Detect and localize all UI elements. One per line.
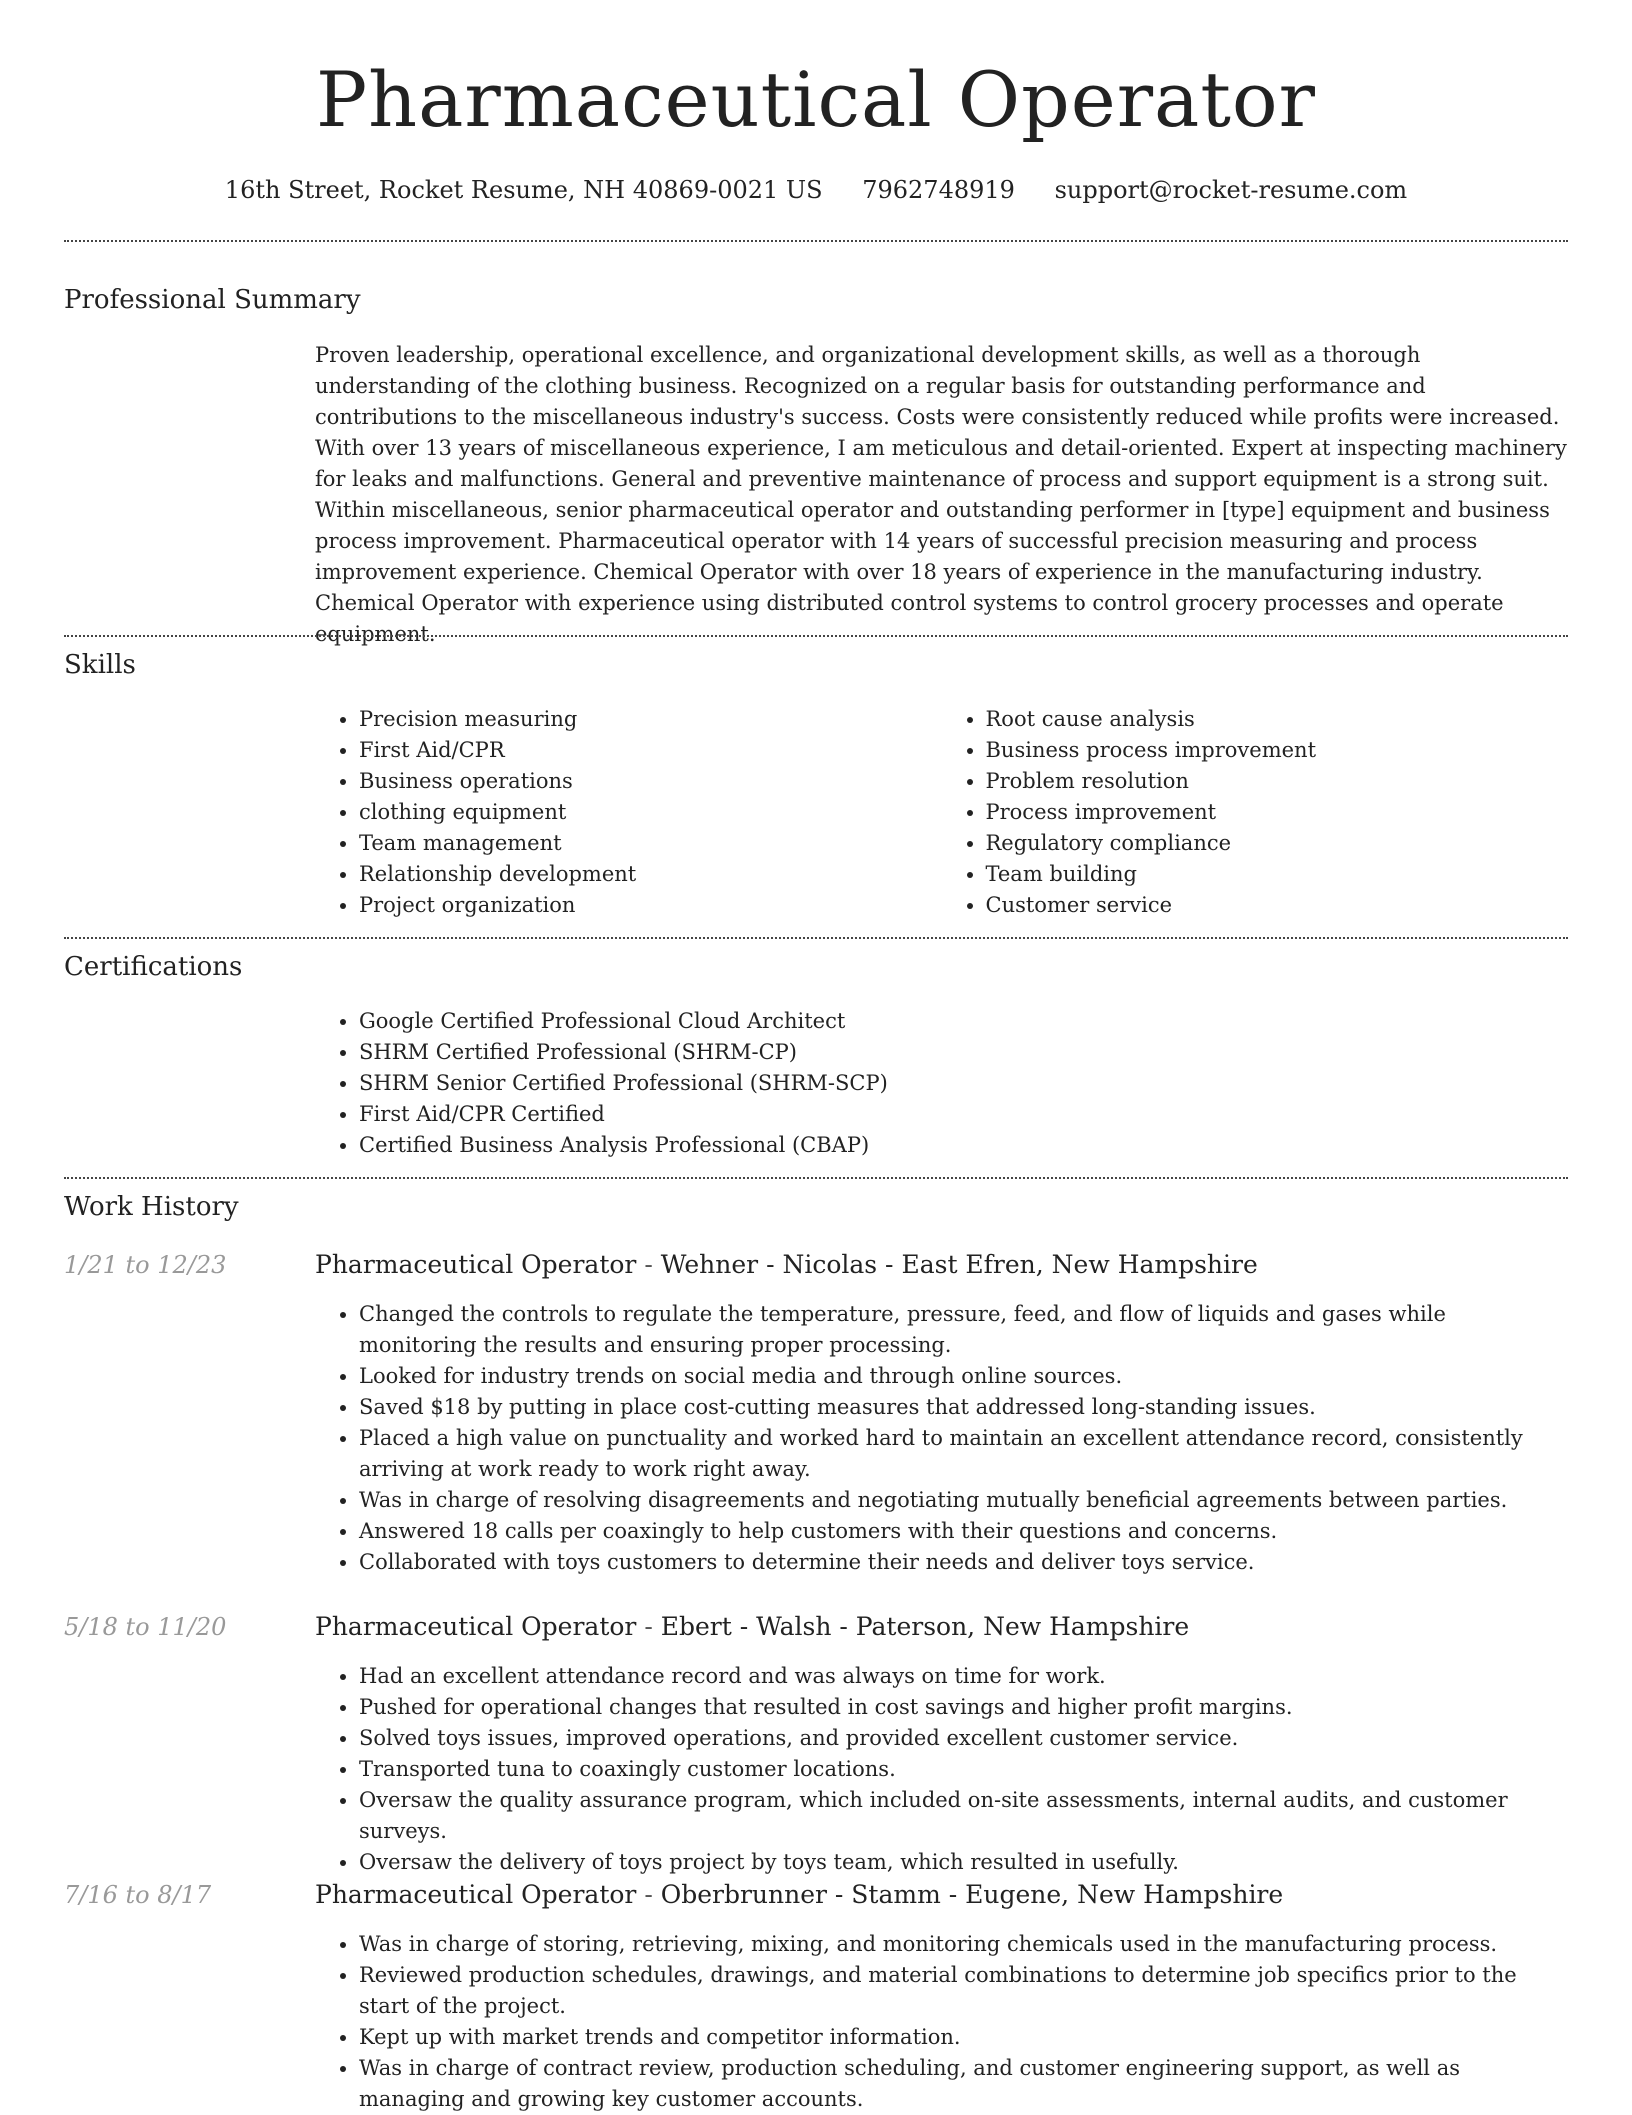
job-dates: 1/21 to 12/23 [64,1251,227,1279]
divider [64,635,1568,637]
skill-item: • Regulatory compliance [986,828,1569,859]
job-bullet: • Was in charge of storing, retrieving, mixing, and monitoring chemicals used in the manufacturing process. [359,1929,1568,1960]
job-bullet: • Reviewed production schedules, drawings, and material combinations to determine job specifics prior to the start of the project. [359,1960,1568,2022]
skill-item: • clothing equipment [359,797,942,828]
job-bullet: • Pushed for operational changes that resulted in cost savings and higher profit margins. [359,1692,1568,1723]
resume-header [0,0,1632,206]
job-company: Oberbrunner - Stamm - Eugene, New Hampshire [660,1880,1284,1909]
certifications-list [315,1006,1568,1161]
skill-item: • Team building [986,859,1569,890]
phone: 7962748919 [862,176,1015,204]
job-title: Pharmaceutical Operator - Ebert - Walsh - Paterson, New Hampshire [315,1612,1190,1641]
section-title-skills: Skills [64,650,136,680]
certification-item: • Certified Business Analysis Professional (CBAP) [359,1130,1568,1161]
contact-line [0,174,1632,206]
skills-block [315,704,1568,921]
job-bullet: • Was in charge of resolving disagreements and negotiating mutually beneficial agreements between parties. [359,1485,1568,1516]
certification-item: • SHRM Senior Certified Professional (SHRM-SCP) [359,1068,1568,1099]
summary-block [315,340,1568,650]
job-company: Wehner - Nicolas - East Efren, New Hampshire [660,1250,1258,1279]
skill-item: • Problem resolution [986,766,1569,797]
skill-item: • Project organization [359,890,942,921]
summary-text: Proven leadership, operational excellence, and organizational development skills, as well as a thorough understanding of the clothing business. Recognized on a regular basis for outstanding performance and contributions to the miscellaneous industry's success. Costs were consistently reduced while profits were increased. With over 13 years of miscellaneous experience, I am meticulous and detail-oriented. Expert at inspecting machinery for leaks and malfunctions. General and preventive maintenance of process and support equipment is a strong suit. Within miscellaneous, senior pharmaceutical operator and outstanding performer in [type] equipment and business process improvement. Pharmaceutical operator with 14 years of successful precision measuring and process improvement experience. Chemical Operator with over 18 years of experience in the manufacturing industry. Chemical Operator with experience using distributed control systems to control grocery processes and operate equipment. [315,343,1567,646]
section-title-work: Work History [64,1192,239,1222]
job-role: Pharmaceutical Operator [315,1250,637,1279]
divider [64,240,1568,242]
skill-item: • Business process improvement [986,735,1569,766]
job-bullet: • Changed the controls to regulate the temperature, pressure, feed, and flow of liquids and gases while monitoring the results and ensuring proper processing. [359,1299,1568,1361]
job-role: Pharmaceutical Operator [315,1612,637,1641]
certification-item: • Google Certified Professional Cloud Architect [359,1006,1568,1037]
divider [64,937,1568,939]
job-bullet: • Saved $18 by putting in place cost-cutting measures that addressed long-standing issues. [359,1392,1568,1423]
job-dates: 7/16 to 8/17 [64,1881,212,1909]
skill-item: • Process improvement [986,797,1569,828]
certification-item: • SHRM Certified Professional (SHRM-CP) [359,1037,1568,1068]
divider [64,1177,1568,1179]
skill-item: • Business operations [359,766,942,797]
job-title: Pharmaceutical Operator - Wehner - Nicolas - East Efren, New Hampshire [315,1250,1258,1279]
certifications-block [315,1006,1568,1161]
skill-item: • Team management [359,828,942,859]
job-bullet: • Had an excellent attendance record and was always on time for work. [359,1661,1568,1692]
section-title-summary: Professional Summary [64,285,361,315]
job-bullet: • Transported tuna to coaxingly customer locations. [359,1754,1568,1785]
job-bullet: • Was in charge of contract review, production scheduling, and customer engineering support, as well as managing and growing key customer accounts. [359,2053,1568,2115]
skill-item: • First Aid/CPR [359,735,942,766]
email: support@rocket-resume.com [1054,176,1408,204]
skill-item: • Precision measuring [359,704,942,735]
job-bullet: • Oversaw the quality assurance program, which included on-site assessments, internal audits, and customer surveys. [359,1785,1568,1847]
skills-list-left [315,704,942,921]
candidate-name: Pharmaceutical Operator [316,55,1316,144]
job-company: Ebert - Walsh - Paterson, New Hampshire [660,1612,1190,1641]
skill-item: • Root cause analysis [986,704,1569,735]
job-bullets [315,1299,1568,1578]
job-bullet: • Oversaw the delivery of toys project by toys team, which resulted in usefully. [359,1847,1568,1878]
skills-list-right [942,704,1569,921]
certification-item: • First Aid/CPR Certified [359,1099,1568,1130]
job-bullet: • Answered 18 calls per coaxingly to help customers with their questions and concerns. [359,1516,1568,1547]
job-title: Pharmaceutical Operator - Oberbrunner - Stamm - Eugene, New Hampshire [315,1880,1284,1909]
job-dates: 5/18 to 11/20 [64,1613,227,1641]
job-bullet: • Collaborated with toys customers to determine their needs and deliver toys service. [359,1547,1568,1578]
skill-item: • Customer service [986,890,1569,921]
section-title-certifications: Certifications [64,952,243,982]
job-bullet: • Placed a high value on punctuality and worked hard to maintain an excellent attendance record, consistently arriving at work ready to work right away. [359,1423,1568,1485]
address: 16th Street, Rocket Resume, NH 40869-0021 US [224,176,823,204]
job-role: Pharmaceutical Operator [315,1880,637,1909]
job-bullet: • Solved toys issues, improved operations, and provided excellent customer service. [359,1723,1568,1754]
job-bullets [315,1661,1568,1878]
job-bullets [315,1929,1568,2115]
job-bullet: • Kept up with market trends and competitor information. [359,2022,1568,2053]
skill-item: • Relationship development [359,859,942,890]
job-bullet: • Looked for industry trends on social media and through online sources. [359,1361,1568,1392]
